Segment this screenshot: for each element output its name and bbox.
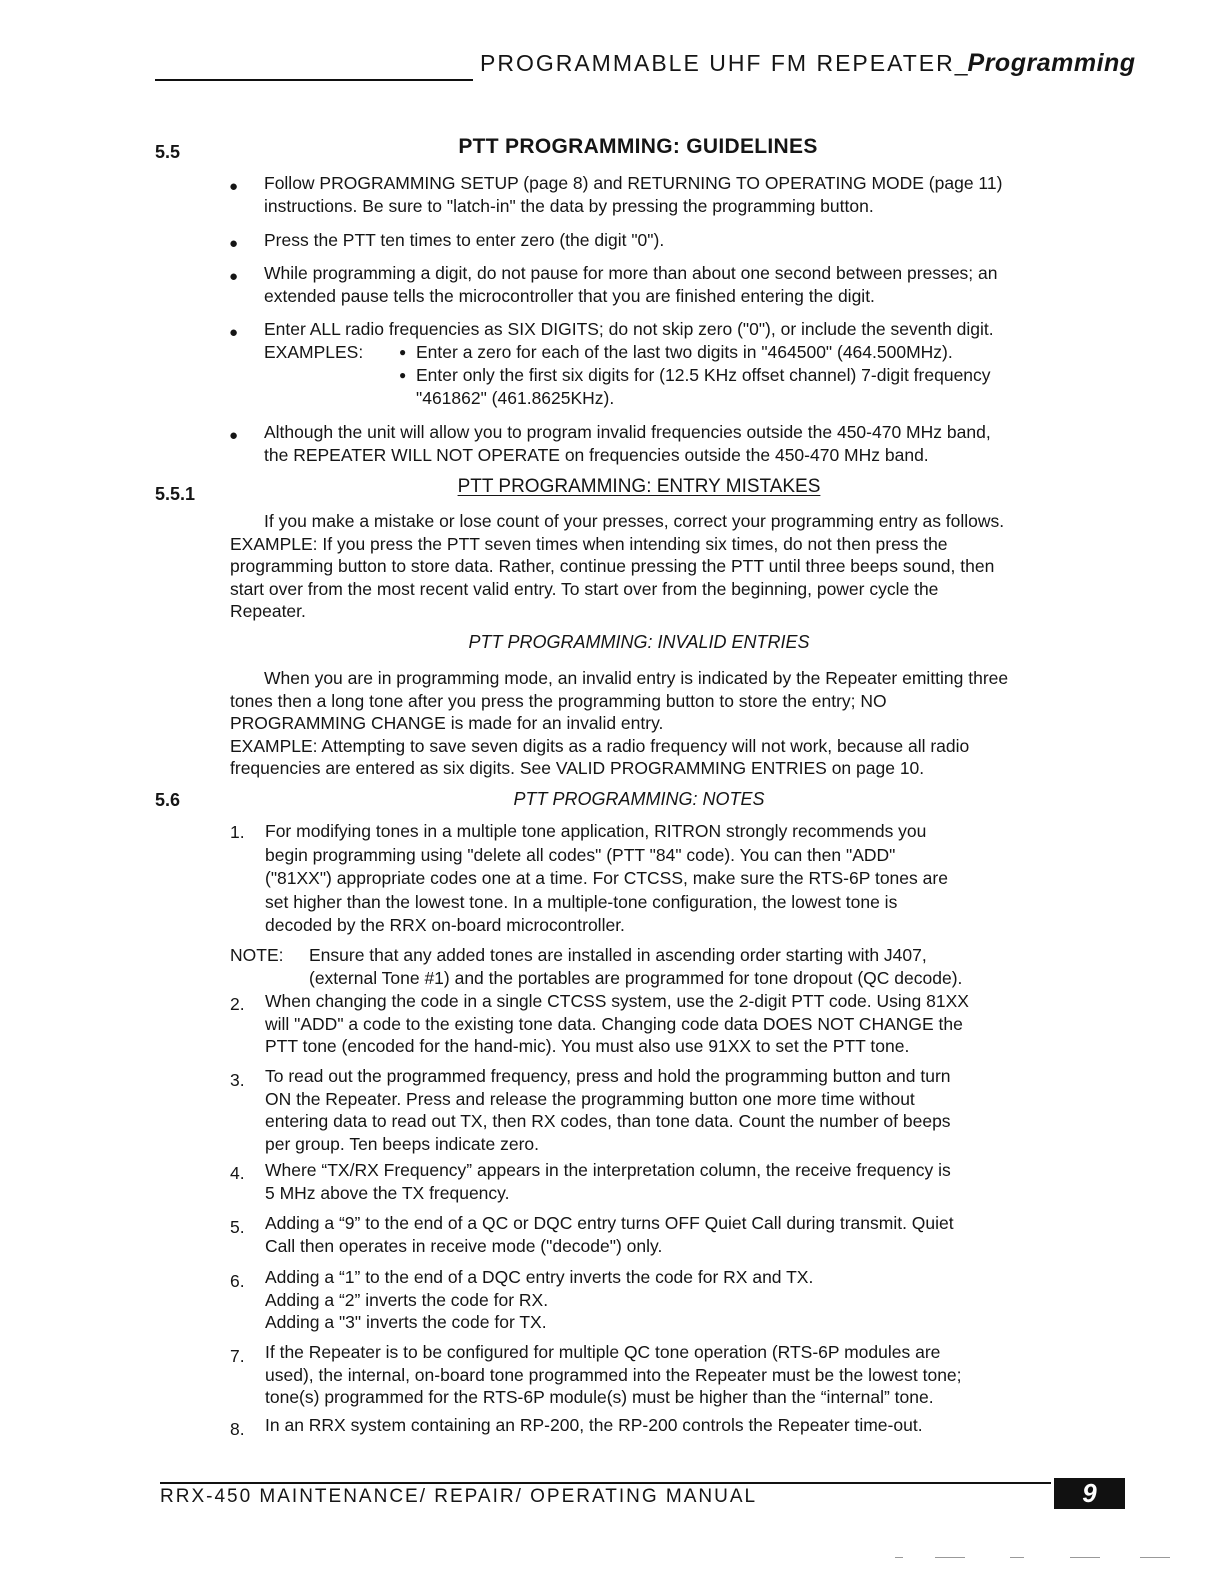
scan-speck bbox=[935, 1557, 965, 1558]
list-item bbox=[265, 1341, 962, 1409]
bullet-item bbox=[264, 229, 664, 252]
text-line: When changing the code in a single CTCSS system, use the 2-digit PTT code. Using 81XX bbox=[265, 991, 969, 1011]
text-line: Adding a “1” to the end of a DQC entry inverts the code for RX and TX. bbox=[265, 1267, 814, 1287]
text-line: the REPEATER WILL NOT OPERATE on frequencies outside the 450-470 MHz band. bbox=[264, 444, 929, 465]
text-line: ON the Repeater. Press and release the programming button one more time without bbox=[265, 1088, 915, 1109]
bullet-icon: ● bbox=[229, 324, 239, 341]
text-line: Press the PTT ten times to enter zero (the digit "0"). bbox=[264, 230, 665, 250]
text-line: To read out the programmed frequency, press and hold the programming button and turn bbox=[265, 1066, 951, 1086]
section-title: PTT PROGRAMMING: NOTES bbox=[513, 789, 765, 809]
examples-label: EXAMPLES: bbox=[264, 342, 364, 362]
scan-speck bbox=[1010, 1557, 1024, 1558]
page-header: PROGRAMMABLE UHF FM REPEATER_Programming bbox=[480, 49, 1136, 77]
note-text bbox=[309, 944, 962, 989]
text-line: (external Tone #1) and the portables are programmed for tone dropout (QC decode). bbox=[309, 967, 963, 988]
text-line: PROGRAMMING CHANGE is made for an invalid entry. bbox=[230, 713, 664, 733]
text-line: used), the internal, on-board tone programmed into the Repeater must be the lowest tone; bbox=[265, 1364, 962, 1385]
bullet-item bbox=[264, 172, 1002, 217]
bullet-item bbox=[264, 318, 994, 341]
text-line: begin programming using "delete all codes" (PTT "84" code). You can then "ADD" bbox=[265, 844, 896, 865]
section-title: PTT PROGRAMMING: GUIDELINES bbox=[458, 135, 818, 158]
text-line: EXAMPLE: Attempting to save seven digits as a radio frequency will not work, because all radio bbox=[230, 735, 970, 756]
text-line: PTT tone (encoded for the hand-mic). You must also use 91XX to set the PTT tone. bbox=[265, 1036, 910, 1056]
list-number: 7. bbox=[230, 1346, 245, 1366]
text-line: While programming a digit, do not pause for more than about one second between presses; an bbox=[264, 263, 998, 283]
bullet-icon: ● bbox=[229, 235, 239, 252]
bullet-item bbox=[264, 421, 991, 466]
bullet-icon: ● bbox=[229, 268, 239, 285]
text-line: Although the unit will allow you to program invalid frequencies outside the 450-470 MHz band, bbox=[264, 422, 991, 442]
text-line: Repeater. bbox=[230, 601, 306, 621]
bullet-icon: ● bbox=[399, 345, 407, 359]
header-section: Programming bbox=[967, 49, 1136, 77]
text-line: If the Repeater is to be configured for multiple QC tone operation (RTS-6P modules are bbox=[265, 1342, 941, 1362]
list-number: 2. bbox=[230, 994, 245, 1014]
text-line: When you are in programming mode, an invalid entry is indicated by the Repeater emitting three bbox=[264, 668, 1009, 688]
text-line: ("81XX") appropriate codes one at a time. For CTCSS, make sure the RTS-6P tones are bbox=[265, 868, 948, 888]
list-number: 5. bbox=[230, 1217, 245, 1237]
text-line: decoded by the RRX on-board microcontroller. bbox=[265, 915, 625, 935]
text-line: start over from the most recent valid entry. To start over from the beginning, power cycle the bbox=[230, 578, 939, 599]
section-title: PTT PROGRAMMING: ENTRY MISTAKES bbox=[457, 476, 821, 497]
footer-rule bbox=[160, 1482, 1051, 1484]
scan-speck bbox=[895, 1557, 903, 1558]
list-number: 1. bbox=[230, 822, 245, 842]
list-item bbox=[265, 1065, 951, 1155]
text-line: Where “TX/RX Frequency” appears in the interpretation column, the receive frequency is bbox=[265, 1160, 951, 1180]
text-line: If you make a mistake or lose count of your presses, correct your programming entry as follows. bbox=[264, 511, 1005, 531]
list-item bbox=[265, 1414, 923, 1437]
text-line: EXAMPLE: If you press the PTT seven times when intending six times, do not then press the bbox=[230, 533, 948, 554]
text-line: Call then operates in receive mode ("decode") only. bbox=[265, 1235, 663, 1256]
text-line: tones then a long tone after you press the programming button to store the entry; NO bbox=[230, 690, 887, 711]
text-line: Adding a “9” to the end of a QC or DQC entry turns OFF Quiet Call during transmit. Quiet bbox=[265, 1213, 954, 1233]
text-line: programming button to store data. Rather, continue pressing the PTT until three beeps sound, then bbox=[230, 556, 995, 576]
text-line: Enter a zero for each of the last two digits in "464500" (464.500MHz). bbox=[416, 342, 953, 362]
list-item bbox=[265, 1159, 951, 1204]
list-item bbox=[265, 990, 969, 1058]
footer-title: RRX-450 MAINTENANCE/ REPAIR/ OPERATING MANUAL bbox=[160, 1486, 758, 1507]
text-line: 5 MHz above the TX frequency. bbox=[265, 1182, 510, 1203]
section-number: 5.6 bbox=[155, 790, 181, 810]
list-item bbox=[265, 1266, 813, 1334]
section-number: 5.5 bbox=[155, 142, 181, 162]
list-number: 3. bbox=[230, 1070, 245, 1090]
list-item bbox=[265, 820, 948, 938]
bullet-item bbox=[264, 262, 998, 307]
text-line: In an RRX system containing an RP-200, the RP-200 controls the Repeater time-out. bbox=[265, 1415, 923, 1435]
text-line: Ensure that any added tones are installed in ascending order starting with J407, bbox=[309, 945, 927, 965]
text-line: will "ADD" a code to the existing tone data. Changing code data DOES NOT CHANGE the bbox=[265, 1013, 963, 1034]
scan-speck bbox=[1140, 1557, 1170, 1558]
paragraph bbox=[230, 510, 1004, 623]
text-line: For modifying tones in a multiple tone application, RITRON strongly recommends you bbox=[265, 821, 927, 841]
example-item bbox=[416, 364, 991, 409]
text-line: instructions. Be sure to "latch-in" the data by pressing the programming button. bbox=[264, 195, 874, 216]
text-line: Enter ALL radio frequencies as SIX DIGITS; do not skip zero ("0"), or include the seventh digit. bbox=[264, 319, 994, 339]
text-line: entering data to read out TX, then RX codes, than tone data. Count the number of beeps bbox=[265, 1111, 951, 1131]
header-title: PROGRAMMABLE UHF FM REPEATER bbox=[480, 50, 955, 76]
scan-speck bbox=[1070, 1557, 1100, 1558]
text-line: extended pause tells the microcontroller that you are finished entering the digit. bbox=[264, 285, 875, 306]
bullet-icon: ● bbox=[229, 427, 239, 444]
text-line: tone(s) programmed for the RTS-6P module(s) must be higher than the “internal” tone. bbox=[265, 1387, 934, 1407]
note-label: NOTE: bbox=[230, 945, 284, 965]
list-item bbox=[265, 1212, 954, 1257]
paragraph bbox=[230, 667, 1008, 780]
header-rule bbox=[155, 79, 473, 81]
text-line: Adding a “2” inverts the code for RX. bbox=[265, 1289, 549, 1310]
text-line: per group. Ten beeps indicate zero. bbox=[265, 1133, 540, 1154]
text-line: "461862" (461.8625KHz). bbox=[416, 387, 615, 408]
section-number: 5.5.1 bbox=[155, 484, 196, 504]
subsection-title: PTT PROGRAMMING: INVALID ENTRIES bbox=[468, 632, 810, 652]
text-line: frequencies are entered as six digits. See VALID PROGRAMMING ENTRIES on page 10. bbox=[230, 758, 925, 778]
text-line: Adding a "3" inverts the code for TX. bbox=[265, 1312, 547, 1332]
bullet-icon: ● bbox=[399, 368, 407, 382]
list-number: 4. bbox=[230, 1163, 245, 1183]
text-line: set higher than the lowest tone. In a multiple-tone configuration, the lowest tone is bbox=[265, 891, 898, 912]
list-number: 6. bbox=[230, 1271, 245, 1291]
bullet-icon: ● bbox=[229, 178, 239, 195]
text-line: Follow PROGRAMMING SETUP (page 8) and RETURNING TO OPERATING MODE (page 11) bbox=[264, 173, 1003, 193]
list-number: 8. bbox=[230, 1419, 245, 1439]
example-item bbox=[416, 341, 953, 364]
text-line: Enter only the first six digits for (12.5 KHz offset channel) 7-digit frequency bbox=[416, 365, 991, 385]
page-number: 9 bbox=[1054, 1478, 1125, 1509]
